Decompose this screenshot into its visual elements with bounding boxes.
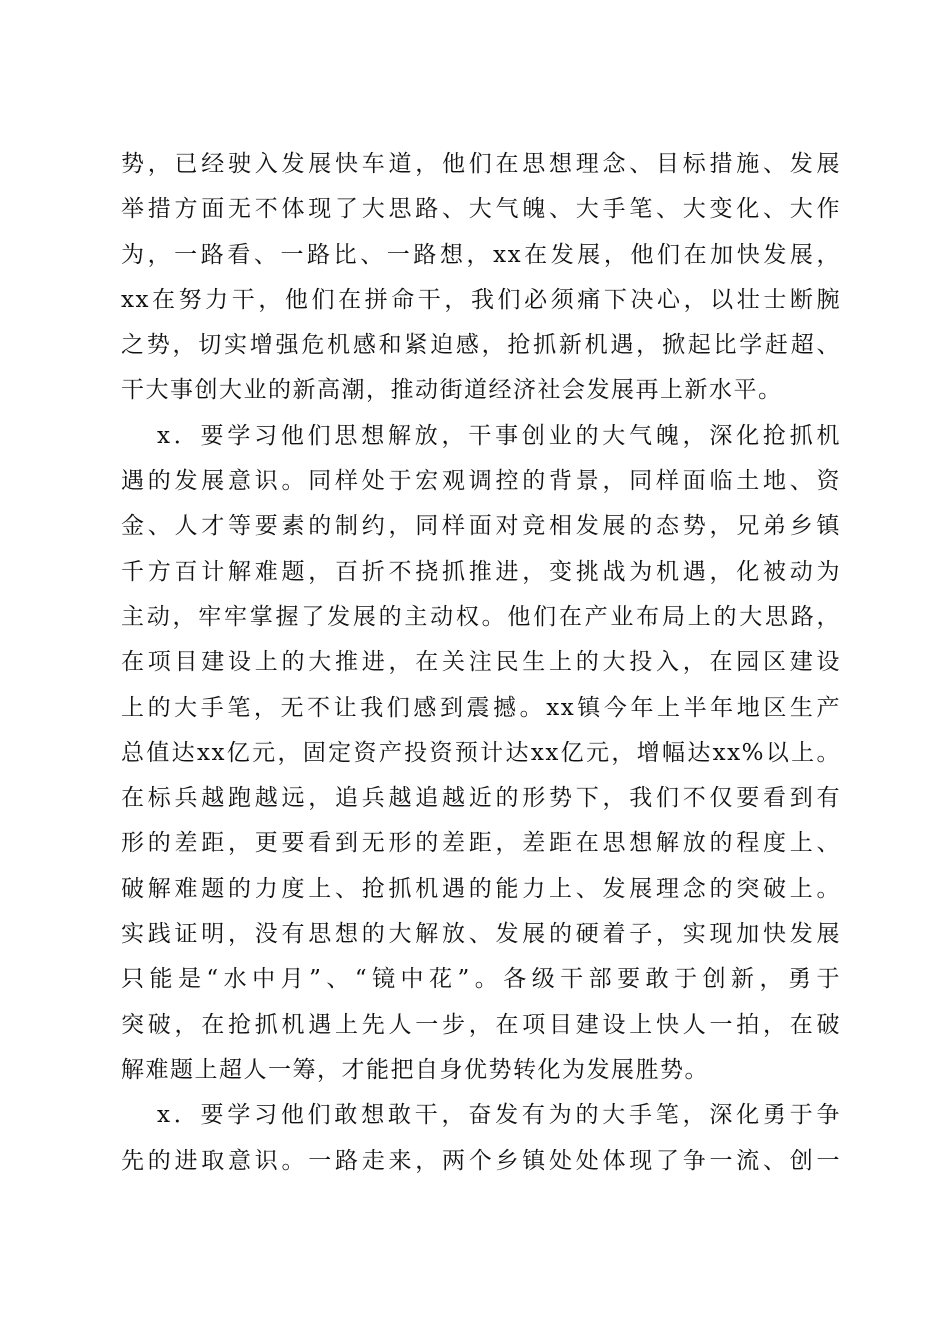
text-line: 之势，切实增强危机感和紧迫感，抢抓新机遇，掀起比学赶超、 (121, 332, 841, 359)
text-line: 上的大手笔，无不让我们感到震撼。xx镇今年上半年地区生产 (121, 694, 841, 721)
text-line: 先的进取意识。一路走来，两个乡镇处处体现了争一流、创一 (121, 1147, 841, 1174)
text-line: 突破，在抢抓机遇上先人一步，在项目建设上快人一拍，在破 (121, 1011, 841, 1038)
text-line: 遇的发展意识。同样处于宏观调控的背景，同样面临土地、资 (121, 468, 841, 495)
text-line: 千方百计解难题，百折不挠抓推进，变挑战为机遇，化被动为 (121, 558, 841, 585)
text-line: 在项目建设上的大推进，在关注民生上的大投入，在园区建设 (121, 649, 841, 676)
text-line: 在标兵越跑越远，追兵越追越近的形势下，我们不仅要看到有 (121, 785, 841, 812)
text-line: 实践证明，没有思想的大解放、发展的硬着子，实现加快发展 (121, 921, 841, 948)
text-line: 总值达xx亿元，固定资产投资预计达xx亿元，增幅达xx%以上。 (121, 739, 841, 766)
document-body (121, 142, 841, 1184)
paragraph-start-line: x．要学习他们敢想敢干，奋发有为的大手笔，深化勇于争 (157, 1102, 841, 1129)
text-line: 解难题上超人一筹，才能把自身优势转化为发展胜势。 (121, 1056, 709, 1083)
text-line: 形的差距，更要看到无形的差距，差距在思想解放的程度上、 (121, 830, 841, 857)
text-line: 干大事创大业的新高潮，推动街道经济社会发展再上新水平。 (121, 377, 783, 404)
text-line: 金、人才等要素的制约，同样面对竞相发展的态势，兄弟乡镇 (121, 513, 841, 540)
text-line: xx在努力干，他们在拼命干，我们必须痛下决心，以壮士断腕 (121, 286, 841, 313)
paragraph-start-line: x．要学习他们思想解放，干事创业的大气魄，深化抢抓机 (157, 422, 841, 449)
text-line: 只能是“水中月”、“镜中花”。各级干部要敢于创新，勇于 (121, 966, 841, 993)
text-line: 破解难题的力度上、抢抓机遇的能力上、发展理念的突破上。 (121, 875, 841, 902)
text-line: 为，一路看、一路比、一路想，xx在发展，他们在加快发展， (121, 241, 841, 268)
text-line: 举措方面无不体现了大思路、大气魄、大手笔、大变化、大作 (121, 196, 841, 223)
text-line: 主动，牢牢掌握了发展的主动权。他们在产业布局上的大思路， (121, 603, 841, 630)
text-line: 势，已经驶入发展快车道，他们在思想理念、目标措施、发展 (121, 151, 841, 177)
